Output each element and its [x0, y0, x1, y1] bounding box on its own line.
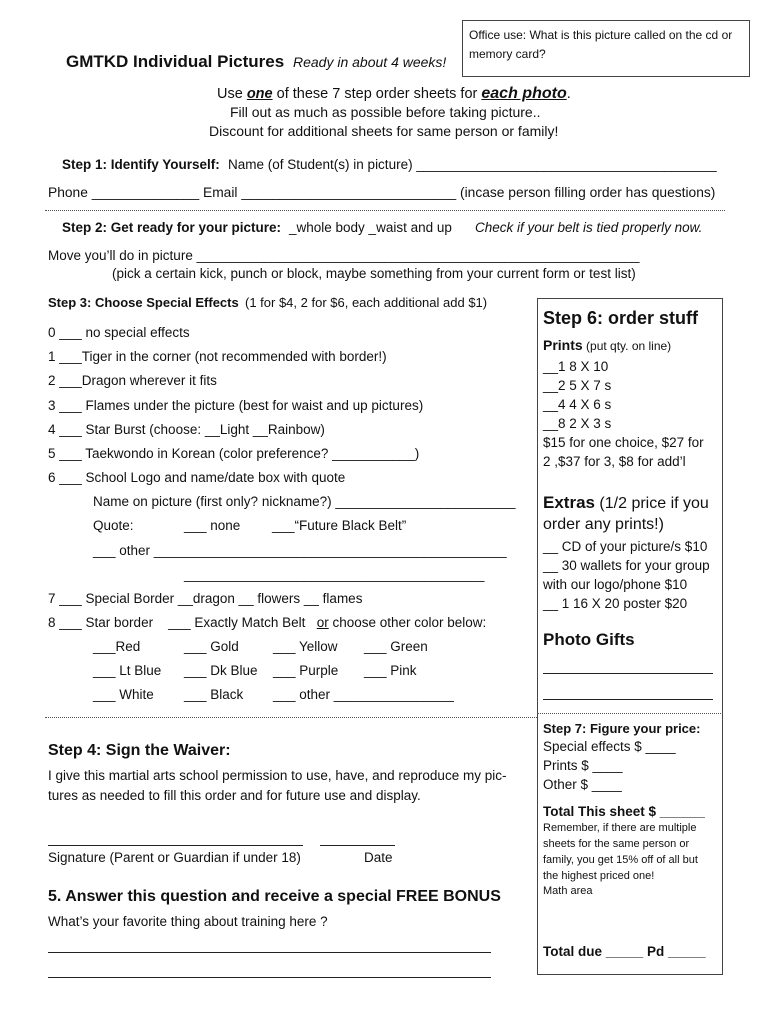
step3-price: (1 for $4, 2 for $6, each additional add $1) [245, 295, 488, 310]
office-use-line2: memory card? [469, 47, 546, 61]
answer-line[interactable] [48, 952, 491, 953]
discount-note: sheets for the same person or [543, 838, 690, 850]
quote-future-black-belt-option[interactable]: ___“Future Black Belt” [272, 518, 407, 533]
answer-line[interactable] [48, 977, 491, 978]
extra-option: with our logo/phone $10 [543, 577, 688, 592]
quote-none-option[interactable]: ___ none [184, 518, 241, 533]
effect-item[interactable]: 4 ___ Star Burst (choose: __Light __Rainbow) [48, 422, 325, 437]
color-option[interactable]: ___ Pink [364, 663, 417, 678]
effect-item[interactable]: 0 ___ no special effects [48, 325, 190, 340]
prints-heading: Prints (put qty. on line) [543, 337, 672, 353]
signature-label: Signature (Parent or Guardian if under 18) [48, 850, 301, 865]
step6-title: Step 6: order stuff [543, 308, 699, 328]
move-hint: (pick a certain kick, punch or block, maybe something from your current form or test list) [112, 266, 636, 281]
step5-title: 5. Answer this question and receive a special FREE BONUS [48, 888, 501, 905]
total-due-paid[interactable]: Total due _____ Pd _____ [543, 944, 706, 959]
pose-options[interactable]: _whole body _waist and up [289, 220, 452, 235]
print-price: $15 for one choice, $27 for [543, 435, 704, 450]
belt-check-note: Check if your belt is tied properly now. [475, 220, 703, 235]
waiver-text: tures as needed to fill this order and for future use and display. [48, 788, 421, 803]
effect-item[interactable]: 8 ___ Star border ___ Exactly Match Belt or choose other color below: [48, 615, 487, 630]
quote-extra-line[interactable]: ________________________________________ [184, 567, 485, 582]
extras-note: order any prints!) [543, 516, 664, 533]
price-line-effects[interactable]: Special effects $ ____ [543, 739, 676, 754]
color-option[interactable]: ___ Black [184, 687, 244, 702]
color-option[interactable]: ___ Dk Blue [184, 663, 258, 678]
date-line[interactable] [320, 845, 395, 846]
discount-note: Remember, if there are multiple [543, 822, 697, 834]
color-option[interactable]: ___ Green [364, 639, 428, 654]
divider [45, 210, 725, 211]
color-option[interactable]: ___ other ________________ [273, 687, 454, 702]
student-name-field[interactable]: Name (of Student(s) in picture) ________________________________________ [228, 157, 717, 172]
print-option[interactable]: __2 5 X 7 s [543, 378, 612, 393]
price-line-prints[interactable]: Prints $ ____ [543, 758, 623, 773]
page-title: GMTKD Individual Pictures [66, 52, 285, 71]
discount-note: the highest priced one! [543, 870, 655, 882]
divider [45, 717, 537, 718]
step3-label: Step 3: Choose Special Effects [48, 295, 239, 310]
effect-item[interactable]: 2 ___Dragon wherever it fits [48, 373, 217, 388]
date-label: Date [364, 850, 393, 865]
intro-fill: Fill out as much as possible before taking picture.. [230, 104, 541, 120]
phone-email-field[interactable]: Phone ______________ Email ____________________________ (incase person filling order has questions) [48, 185, 716, 200]
step2-label: Step 2: Get ready for your picture: [62, 220, 282, 235]
extras-heading: Extras (1/2 price if you [543, 493, 709, 512]
print-option[interactable]: __8 2 X 3 s [543, 416, 612, 431]
effect-item[interactable]: 3 ___ Flames under the picture (best for waist and up pictures) [48, 398, 424, 413]
bonus-question: What’s your favorite thing about training here ? [48, 914, 328, 929]
math-area-label: Math area [543, 885, 593, 897]
effect-item[interactable]: 7 ___ Special Border __dragon __ flowers __ flames [48, 591, 363, 606]
print-option[interactable]: __1 8 X 10 [543, 359, 609, 374]
color-option[interactable]: ___ White [93, 687, 154, 702]
gift-line[interactable] [543, 673, 713, 674]
waiver-text: I give this martial arts school permission to use, have, and reproduce my pic- [48, 768, 507, 783]
total-this-sheet[interactable]: Total This sheet $ ______ [543, 804, 705, 819]
print-price: 2 ,$37 for 3, $8 for add’l [543, 454, 686, 469]
price-line-other[interactable]: Other $ ____ [543, 777, 622, 792]
effect-item[interactable]: 6 ___ School Logo and name/date box with quote [48, 470, 346, 485]
office-use-line1: Office use: What is this picture called on the cd or [469, 28, 733, 42]
extra-option[interactable]: __ 30 wallets for your group [543, 558, 710, 573]
divider [537, 713, 721, 714]
effect-item[interactable]: 1 ___Tiger in the corner (not recommended with border!) [48, 349, 387, 364]
color-option[interactable]: ___ Lt Blue [93, 663, 162, 678]
step4-title: Step 4: Sign the Waiver: [48, 742, 231, 759]
color-option[interactable]: ___ Yellow [273, 639, 338, 654]
name-on-picture-field[interactable]: Name on picture (first only? nickname?) ________________________ [93, 494, 516, 509]
intro-discount: Discount for additional sheets for same person or family! [209, 123, 559, 139]
ready-note: Ready in about 4 weeks! [293, 54, 447, 70]
signature-line[interactable] [48, 845, 303, 846]
step7-title: Step 7: Figure your price: [543, 721, 701, 736]
move-field[interactable]: Move you’ll do in picture ___________________________________________________________ [48, 248, 640, 263]
gift-line[interactable] [543, 699, 713, 700]
print-option[interactable]: __4 4 X 6 s [543, 397, 612, 412]
discount-note: family, you get 15% off of all but [543, 854, 698, 866]
extra-option[interactable]: __ CD of your picture/s $10 [543, 539, 708, 554]
color-option[interactable]: ___ Gold [184, 639, 239, 654]
effect-item[interactable]: 5 ___ Taekwondo in Korean (color preference? ___________) [48, 446, 420, 461]
color-option[interactable]: ___ Purple [273, 663, 339, 678]
color-option[interactable]: ___Red [93, 639, 141, 654]
extra-option[interactable]: __ 1 16 X 20 poster $20 [543, 596, 688, 611]
quote-label: Quote: [93, 518, 134, 533]
intro-use: Use one of these 7 step order sheets for each photo. [217, 85, 571, 102]
quote-other-field[interactable]: ___ other _______________________________________________ [93, 543, 507, 558]
step1-label: Step 1: Identify Yourself: [62, 157, 220, 172]
photo-gifts-heading: Photo Gifts [543, 630, 635, 649]
